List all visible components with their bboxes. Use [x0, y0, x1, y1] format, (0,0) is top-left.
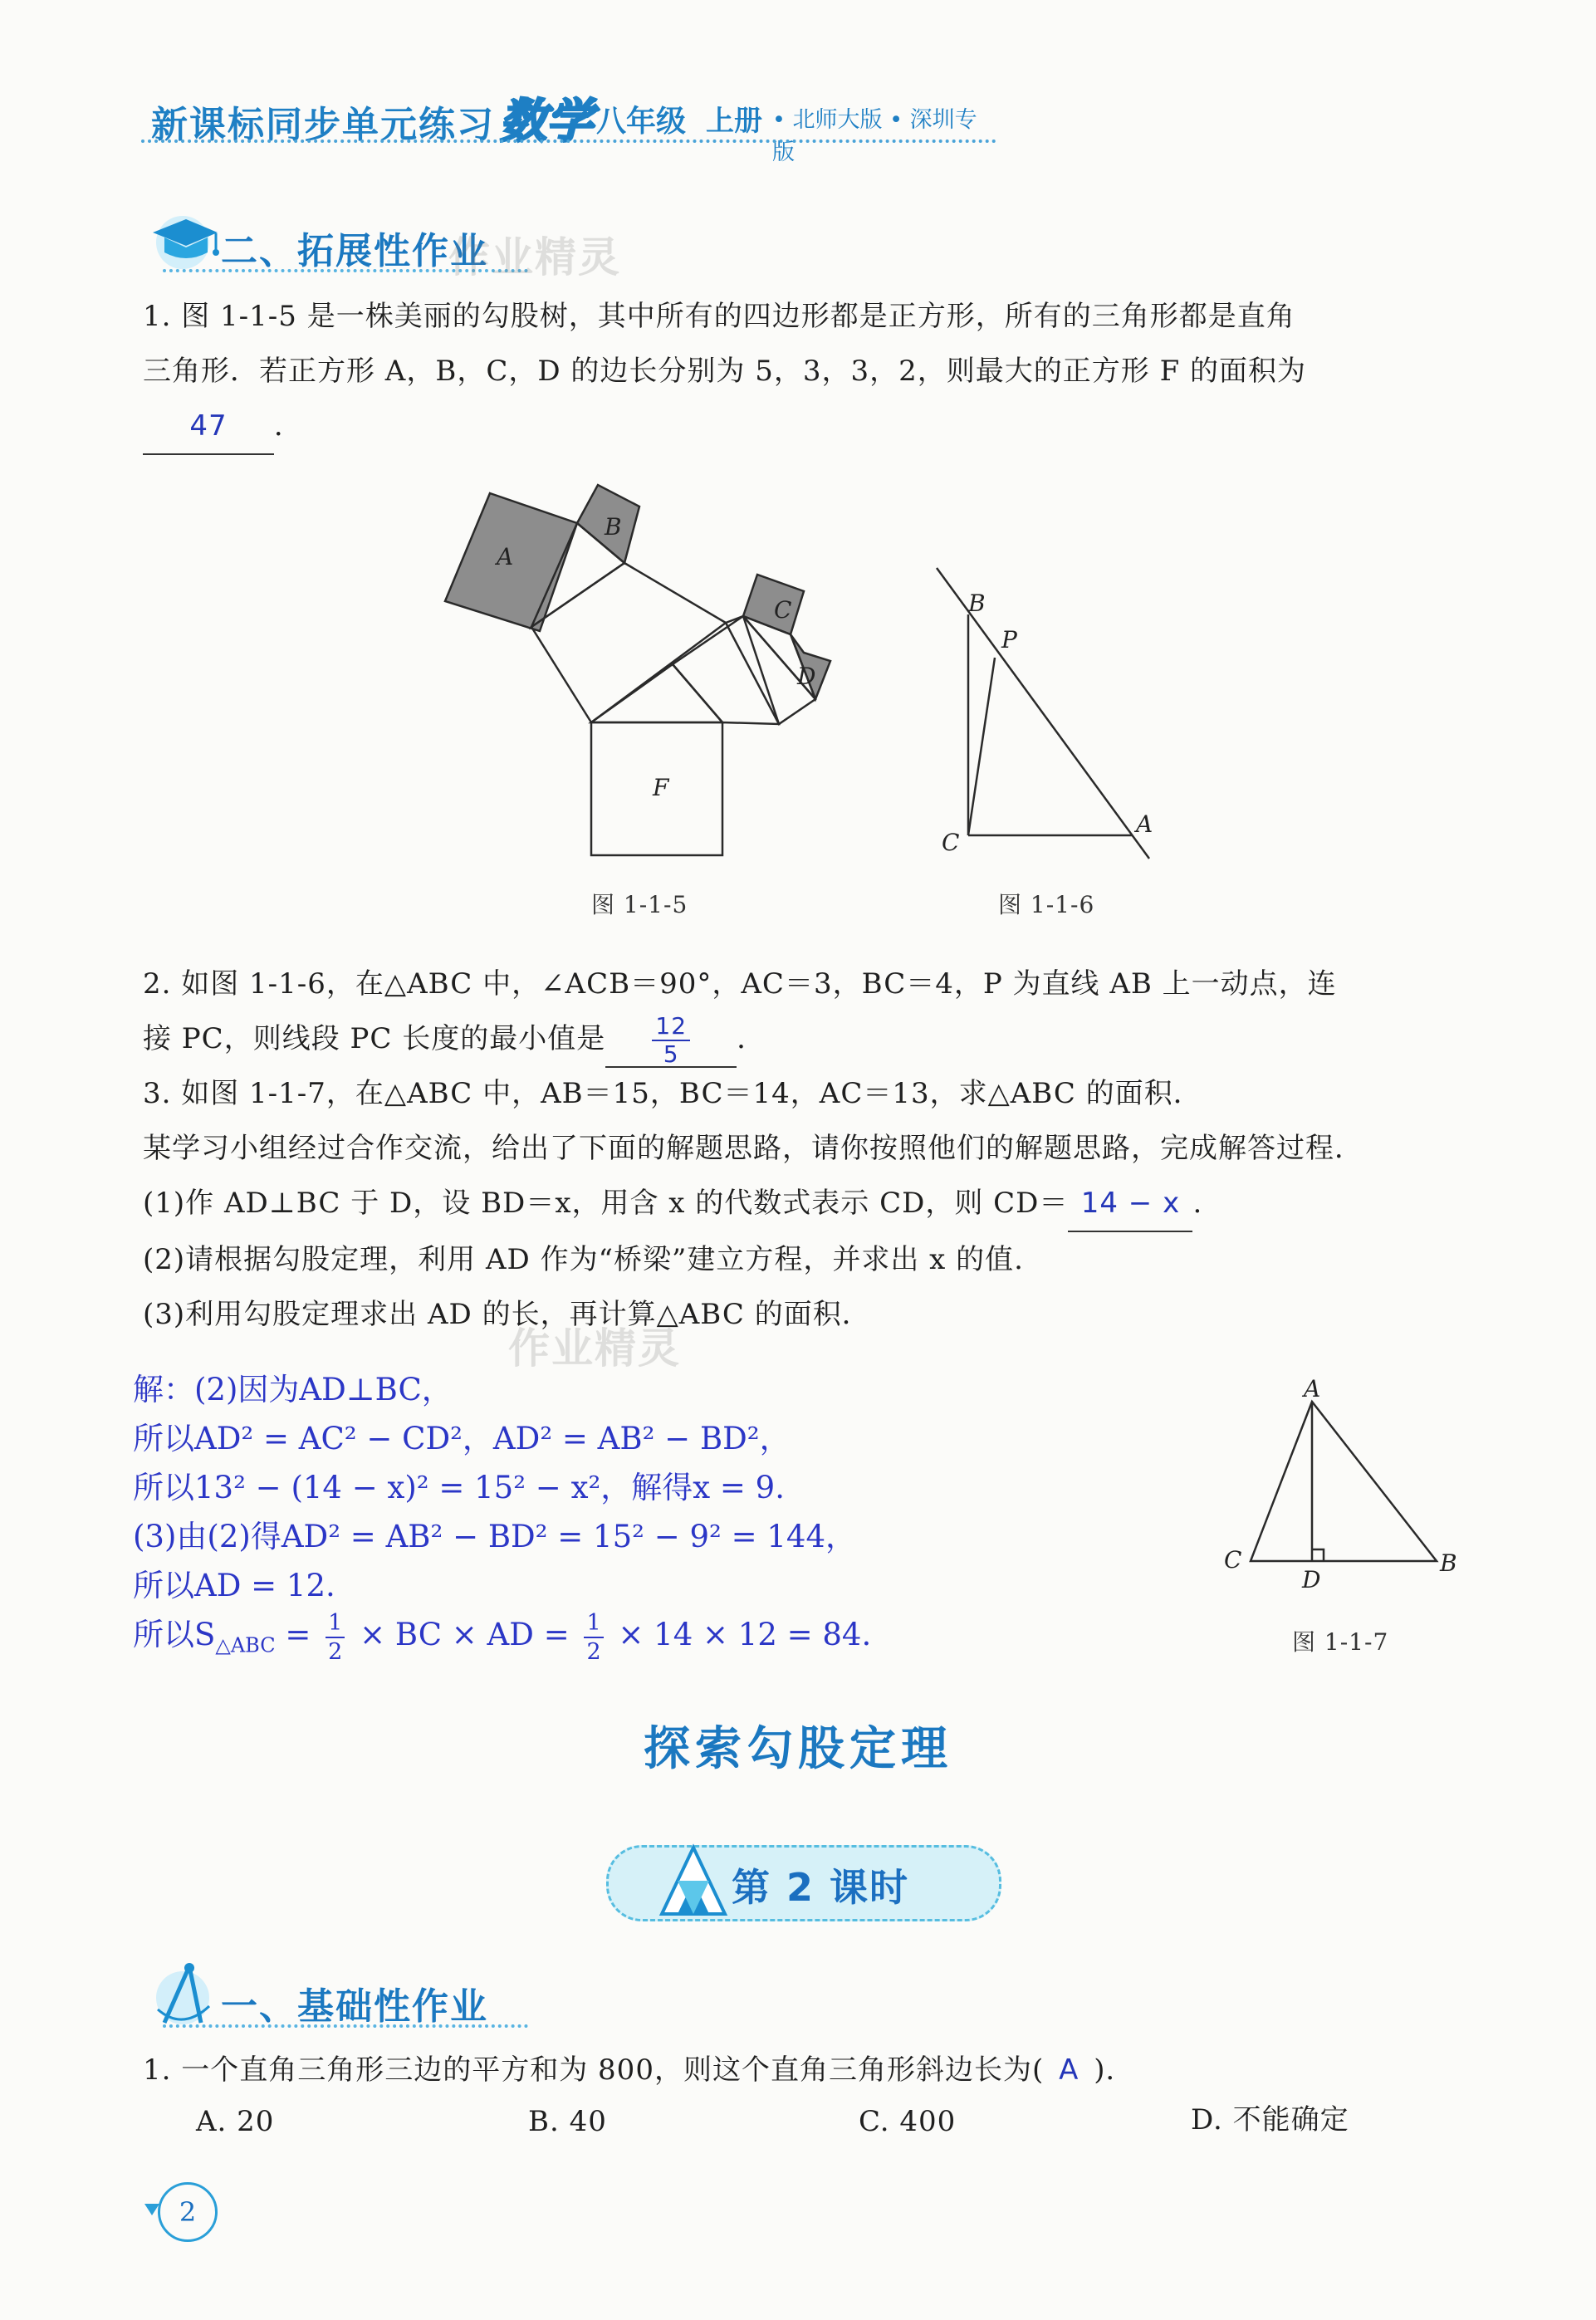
lesson-badge	[606, 1845, 1001, 1921]
equals-sign: =	[275, 1617, 321, 1652]
area-subscript: △ABC	[215, 1633, 276, 1657]
chapter-title: 探索勾股定理	[644, 1722, 952, 1776]
figure-1-1-6-caption: 图 1-1-6	[998, 891, 1095, 918]
question-3-line-1: 3. 如图 1-1-7，在△ABC 中，AB＝15，BC＝14，AC＝13，求△ABC 的面积．	[143, 1077, 1202, 1110]
answer-denominator: 5	[663, 1040, 679, 1068]
graduation-cap-icon	[146, 209, 221, 272]
fig7-label-a: A	[1304, 1375, 1321, 1402]
fig5-label-d: D	[797, 663, 816, 690]
solution-line-5: 所以AD = 12.	[133, 1568, 335, 1603]
basic-question-1	[143, 2043, 1471, 2097]
question-3-part-3: (3)利用勾股定理求出 AD 的长，再计算△ABC 的面积．	[143, 1298, 871, 1331]
answer-blank	[605, 1011, 737, 1068]
question-3-part-1-end: .	[1192, 1187, 1203, 1220]
page-number: 2	[158, 2182, 218, 2242]
option-a: A. 20	[196, 2105, 275, 2138]
solution-line-6-end: × 14 × 12 = 84.	[608, 1617, 872, 1652]
solution-line-2: 所以AD² = AC² − CD²，AD² = AB² − BD²，	[133, 1421, 791, 1456]
fig5-label-c: C	[774, 596, 792, 624]
solution-line-1: 解：(2)因为AD⊥BC，	[133, 1372, 453, 1407]
watermark: 作业精灵	[448, 233, 621, 281]
page-header	[141, 83, 996, 165]
answer-blank	[143, 399, 274, 455]
fig5-label-b: B	[605, 513, 622, 541]
square-left-mid	[531, 563, 726, 722]
fig7-label-c: C	[1224, 1546, 1242, 1574]
solution-line-6	[133, 1610, 1212, 1670]
square-right-mid-2	[673, 616, 779, 724]
half-denominator: 2	[586, 1638, 601, 1665]
option-d: D. 不能确定	[1191, 2103, 1349, 2136]
right-angle-mark	[1312, 1549, 1324, 1561]
fig6-label-a: A	[1136, 810, 1153, 838]
option-c: C. 400	[859, 2105, 957, 2138]
answer-numerator: 12	[652, 1015, 690, 1041]
edition-label: • 北师大版 • 深圳专版	[772, 107, 977, 165]
question-1-end: ．	[274, 409, 303, 443]
question-3-part-2: (2)请根据勾股定理，利用 AD 作为“桥梁”建立方程，并求出 x 的值.	[143, 1243, 1024, 1276]
question-2-end: ．	[737, 1022, 766, 1055]
figure-pythagoras-tree	[432, 473, 847, 872]
solution-line-3: 所以13² − (14 − x)² = 15² − x²，解得x = 9.	[133, 1470, 785, 1505]
basic-question-1-stem: 1. 一个直角三角形三边的平方和为 800，则这个直角三角形斜边长为(	[143, 2053, 1045, 2087]
basic-question-1-end: )．	[1094, 2053, 1135, 2087]
volume-label: 上册	[706, 105, 762, 138]
question-1	[143, 289, 1455, 455]
page-marker-icon	[143, 2200, 161, 2219]
triangle-abc	[1251, 1402, 1437, 1561]
figure-1-1-7-caption: 图 1-1-7	[1292, 1628, 1389, 1656]
half-numerator: 1	[326, 1612, 345, 1638]
fig6-label-b: B	[968, 590, 986, 617]
compass-icon	[146, 1960, 221, 2031]
triangle-logo-icon	[658, 1843, 728, 1922]
fig5-label-f: F	[653, 774, 669, 801]
watermark: 作业精灵	[508, 1324, 681, 1373]
header-rule	[141, 139, 996, 143]
solution-line-6-middle: × BC × AD =	[350, 1617, 580, 1652]
question-2-line-2	[143, 1011, 1471, 1068]
figure-1-1-5-caption: 图 1-1-5	[591, 891, 688, 918]
fig6-label-c: C	[942, 829, 960, 856]
half-denominator: 2	[328, 1638, 343, 1665]
question-3-part-1	[143, 1176, 1471, 1232]
question-1-line-1: 1. 图 1-1-5 是一株美丽的勾股树，其中所有的四边形都是正方形，所有的三角形都是直角	[143, 300, 1295, 333]
section-basic-heading	[146, 1960, 561, 2034]
solution-block	[133, 1365, 1212, 1670]
section-extension-title: 二、拓展性作业	[221, 230, 488, 272]
question-2-answer	[652, 1012, 690, 1068]
question-3-line-2: 某学习小组经过合作交流，给出了下面的解题思路，请你按照他们的解题思路，完成解答过程．	[143, 1132, 1363, 1165]
fig7-label-b: B	[1440, 1549, 1457, 1577]
segment-pc	[968, 658, 995, 835]
question-1-line-2: 三角形．若正方形 A，B，C，D 的边长分别为 5，3，3，2，则最大的正方形 F 的面积为	[143, 355, 1306, 388]
option-b: B. 40	[528, 2105, 607, 2138]
subject-title: 数学	[500, 95, 593, 149]
series-title: 新课标同步单元练习	[151, 104, 495, 146]
question-1-answer: 47	[189, 409, 228, 443]
question-3	[143, 1066, 1471, 1342]
question-2	[143, 957, 1471, 1068]
grade-label: 八年级	[596, 105, 687, 139]
solution-line-4: (3)由(2)得AD² = AB² − BD² = 15² − 9² = 144，	[133, 1519, 856, 1554]
fig5-label-a: A	[497, 543, 514, 570]
fig7-label-d: D	[1302, 1566, 1321, 1593]
half-fraction	[326, 1609, 345, 1665]
question-1-line-3	[143, 399, 1455, 455]
lesson-label: 第 2 课时	[732, 1865, 910, 1910]
section-basic-title: 一、基础性作业	[221, 1985, 488, 2028]
section-divider	[163, 2024, 528, 2031]
basic-question-1-answer: A	[1059, 2053, 1080, 2087]
question-2-line-2-text: 接 PC，则线段 PC 长度的最小值是	[143, 1022, 606, 1055]
question-3-part-1-answer: 14 − x	[1080, 1187, 1181, 1220]
solution-line-6-start: 所以S	[133, 1617, 216, 1652]
fig6-label-p: P	[1001, 626, 1017, 653]
question-2-line-1: 2. 如图 1-1-6，在△ABC 中，∠ACB＝90°，AC＝3，BC＝4，P 为直线 AB 上一动点，连	[143, 967, 1337, 1001]
figure-triangle-altitude	[1212, 1370, 1478, 1603]
half-fraction	[584, 1609, 603, 1665]
half-numerator: 1	[584, 1612, 603, 1638]
answer-blank	[1068, 1176, 1192, 1232]
figure-right-triangle-p	[922, 556, 1171, 872]
question-3-part-1-text: (1)作 AD⊥BC 于 D，设 BD＝x，用含 x 的代数式表示 CD，则 CD＝	[143, 1187, 1069, 1220]
